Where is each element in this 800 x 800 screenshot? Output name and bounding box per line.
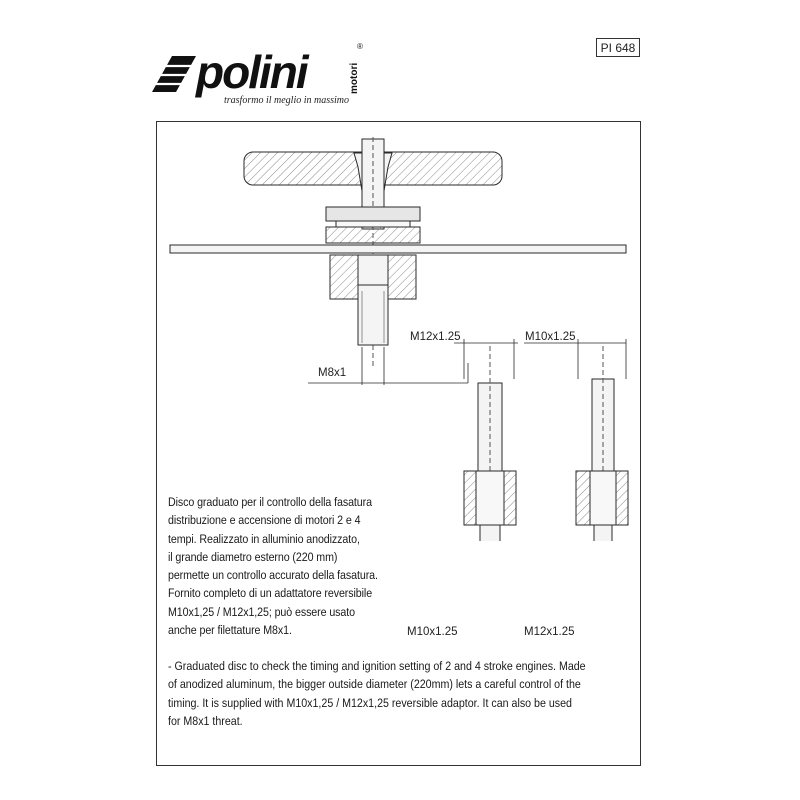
desc-it-line: il grande diametro esterno (220 mm) [168,549,338,564]
desc-en-line: of anodized aluminum, the bigger outside diameter (220mm) lets a careful control of the [168,677,581,692]
part-code-box: PI 648 [596,38,640,57]
logo-slogan: trasformo il meglio in massimo [224,95,350,106]
desc-en-line: for M8x1 threat. [168,713,243,728]
logo-registered: ® [357,42,363,51]
label-m10-top: M10x1.25 [525,331,576,343]
description-english [168,657,632,730]
desc-it-line: Disco graduato per il controllo della fasatura [168,495,372,509]
description-italian [168,493,379,639]
adaptor-right [576,346,628,541]
threaded-stem [358,285,388,345]
polini-logo [152,36,382,108]
desc-it-line: tempi. Realizzato in alluminio anodizzato, [168,531,360,546]
adaptor-left [464,346,516,541]
graduated-disc [170,245,626,253]
label-m12-top: M12x1.25 [410,331,461,343]
desc-it-line: Fornito completo di un adattatore reversibile [168,586,373,601]
lower-nut [326,227,420,243]
desc-it-line: M10x1,25 / M12x1,25; può essere usato [168,604,355,619]
desc-en-line: - Graduated disc to check the timing and ignition setting of 2 and 4 stroke engines. Made [168,659,586,673]
desc-it-line: permette un controllo accurato della fasatura. [168,568,378,583]
label-m8x1: M8x1 [318,367,347,379]
label-m12-bottom: M12x1.25 [524,626,575,638]
desc-it-line: anche per filettature M8x1. [168,623,292,638]
logo-wordmark: polini [196,46,307,98]
upper-nut [326,207,420,221]
label-m10-bottom: M10x1.25 [407,626,458,638]
logo-side-text: motori [349,62,360,94]
desc-en-line: timing. It is supplied with M10x1,25 / M12x1,25 reversible adaptor. It can also be used [168,695,572,710]
desc-it-line: distribuzione e accensione di motori 2 e 4 [168,513,361,528]
